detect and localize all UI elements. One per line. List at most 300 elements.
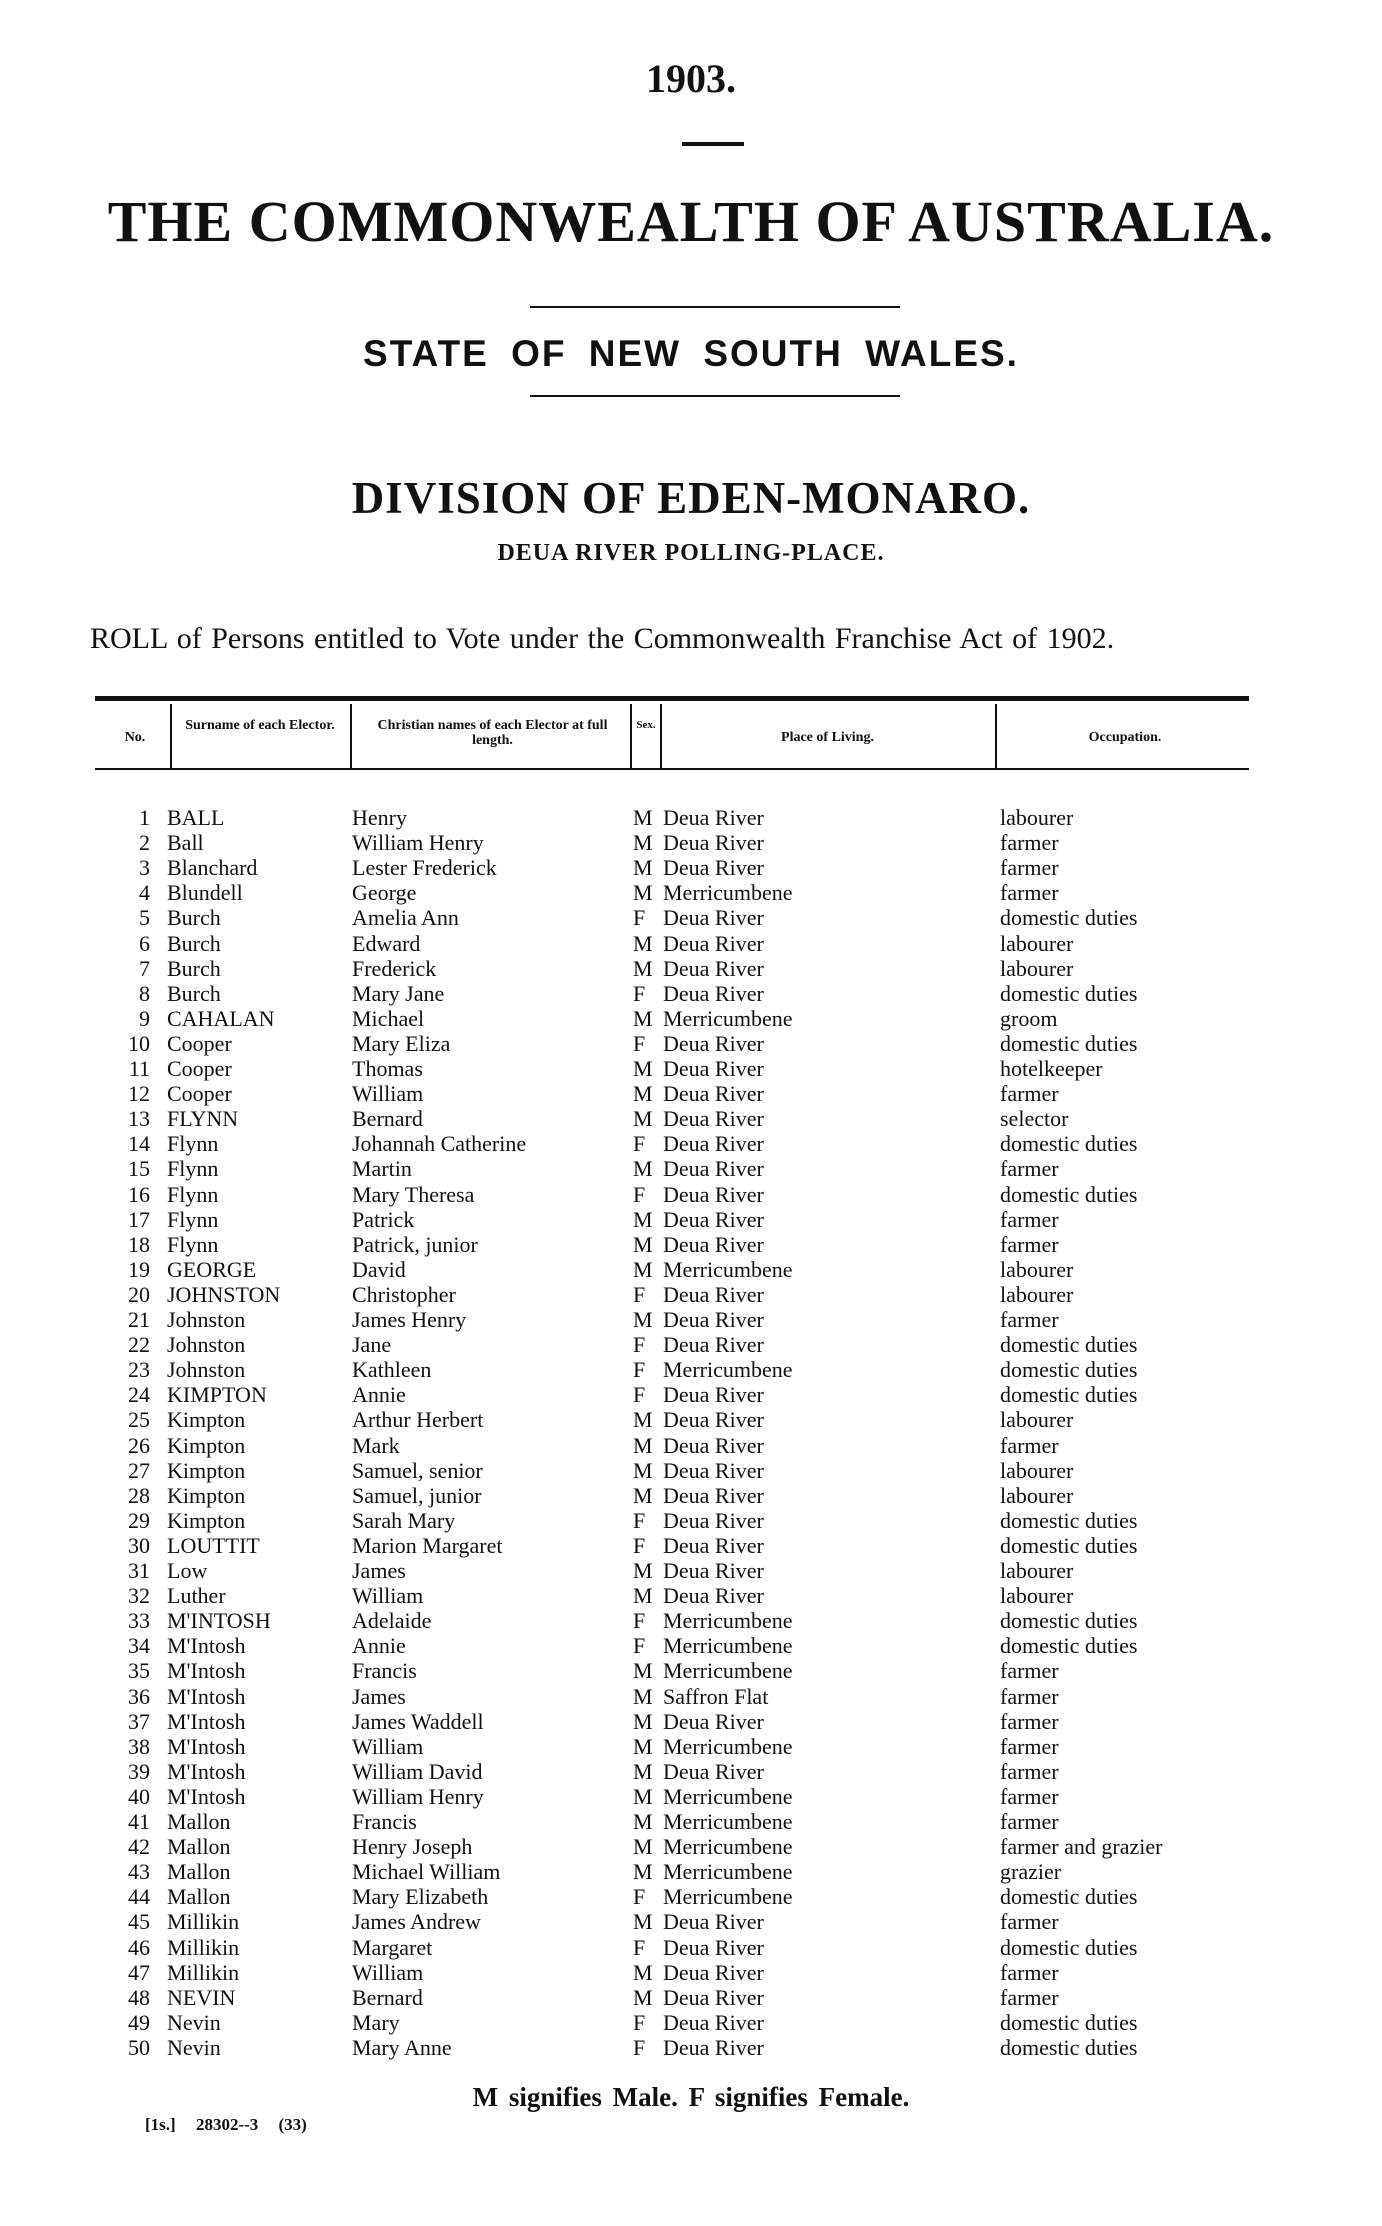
elector-christian-names: William Henry bbox=[352, 830, 484, 856]
elector-occupation: domestic duties bbox=[1000, 1131, 1138, 1157]
table-row bbox=[0, 931, 1382, 956]
elector-christian-names: Patrick bbox=[352, 1206, 415, 1232]
state-rule-bottom bbox=[530, 395, 900, 397]
elector-christian-names: Mary Theresa bbox=[352, 1181, 475, 1207]
elector-sex: F bbox=[633, 1507, 646, 1533]
elector-number: 36 bbox=[128, 1683, 150, 1709]
elector-occupation: farmer bbox=[1000, 1658, 1059, 1684]
elector-place-of-living: Deua River bbox=[663, 2034, 764, 2060]
elector-number: 26 bbox=[128, 1432, 150, 1458]
elector-surname: Millikin bbox=[167, 1909, 240, 1935]
table-row bbox=[0, 1633, 1382, 1658]
elector-surname: Johnston bbox=[167, 1357, 246, 1383]
elector-occupation: domestic duties bbox=[1000, 1382, 1138, 1408]
elector-number: 31 bbox=[128, 1558, 150, 1583]
elector-sex: M bbox=[633, 955, 653, 981]
elector-sex: F bbox=[633, 1281, 646, 1307]
elector-sex: M bbox=[633, 1106, 653, 1132]
elector-sex: F bbox=[633, 1934, 646, 1960]
table-row bbox=[0, 1684, 1382, 1709]
elector-number: 25 bbox=[128, 1407, 150, 1433]
elector-christian-names: Sarah Mary bbox=[352, 1507, 456, 1533]
elector-christian-names: Arthur Herbert bbox=[352, 1407, 484, 1433]
elector-sex: M bbox=[633, 1005, 653, 1031]
elector-surname: Blundell bbox=[167, 880, 243, 906]
elector-number: 39 bbox=[128, 1758, 150, 1784]
elector-occupation: domestic duties bbox=[1000, 1357, 1138, 1383]
elector-sex: F bbox=[633, 1382, 646, 1408]
table-row bbox=[0, 1006, 1382, 1031]
elector-surname: M'Intosh bbox=[167, 1708, 246, 1734]
elector-christian-names: Mark bbox=[352, 1432, 400, 1458]
elector-number: 45 bbox=[128, 1909, 150, 1935]
elector-christian-names: Margaret bbox=[352, 1934, 433, 1960]
elector-surname: Luther bbox=[167, 1583, 226, 1609]
elector-surname: Cooper bbox=[167, 1030, 232, 1056]
elector-number: 8 bbox=[139, 980, 150, 1006]
table-row bbox=[0, 1031, 1382, 1056]
elector-place-of-living: Deua River bbox=[663, 1507, 764, 1533]
elector-occupation: labourer bbox=[1000, 1583, 1074, 1609]
elector-sex: M bbox=[633, 1307, 653, 1332]
header-no: No. bbox=[124, 730, 146, 745]
table-row bbox=[0, 1884, 1382, 1909]
elector-occupation: domestic duties bbox=[1000, 1934, 1138, 1960]
elector-sex: M bbox=[633, 1432, 653, 1458]
elector-number: 34 bbox=[128, 1633, 150, 1659]
elector-christian-names: Samuel, junior bbox=[352, 1482, 482, 1508]
elector-occupation: domestic duties bbox=[1000, 2009, 1138, 2035]
elector-christian-names: Samuel, senior bbox=[352, 1457, 483, 1483]
elector-occupation: farmer bbox=[1000, 1206, 1059, 1232]
elector-place-of-living: Deua River bbox=[663, 1206, 764, 1232]
elector-place-of-living: Deua River bbox=[663, 930, 764, 956]
elector-occupation: domestic duties bbox=[1000, 1332, 1138, 1358]
table-row bbox=[0, 1257, 1382, 1282]
elector-christian-names: Bernard bbox=[352, 1984, 423, 2010]
elector-number: 10 bbox=[128, 1030, 150, 1056]
elector-sex: M bbox=[633, 1683, 653, 1709]
elector-surname: Burch bbox=[167, 955, 221, 981]
elector-christian-names: Christopher bbox=[352, 1281, 456, 1307]
elector-christian-names: William bbox=[352, 1959, 424, 1985]
print-code: 28302--3 (33) bbox=[195, 2115, 307, 2134]
elector-surname: Mallon bbox=[167, 1809, 231, 1834]
elector-occupation: farmer bbox=[1000, 1081, 1059, 1107]
elector-place-of-living: Deua River bbox=[663, 1984, 764, 2010]
elector-sex: M bbox=[633, 1733, 653, 1759]
header-occupation: Occupation. bbox=[1088, 730, 1162, 745]
elector-place-of-living: Merricumbene bbox=[663, 1783, 793, 1809]
elector-christian-names: Patrick, junior bbox=[352, 1231, 478, 1257]
elector-place-of-living: Merricumbene bbox=[663, 1733, 793, 1759]
elector-number: 38 bbox=[128, 1733, 150, 1759]
elector-surname: Kimpton bbox=[167, 1457, 246, 1483]
elector-christian-names: Amelia Ann bbox=[352, 905, 459, 931]
elector-place-of-living: Merricumbene bbox=[663, 1884, 793, 1910]
elector-occupation: labourer bbox=[1000, 1558, 1074, 1583]
heading-divider bbox=[682, 142, 744, 146]
elector-surname: FLYNN bbox=[167, 1106, 239, 1132]
roll-title: ROLL of Persons entitled to Vote under the Commonwealth Franchise Act of 1902. bbox=[90, 622, 1115, 655]
elector-sex: M bbox=[633, 1256, 653, 1282]
elector-place-of-living: Deua River bbox=[663, 1307, 764, 1332]
elector-number: 18 bbox=[128, 1231, 150, 1257]
elector-surname: NEVIN bbox=[167, 1984, 236, 2010]
column-divider bbox=[350, 704, 352, 770]
table-row bbox=[0, 1508, 1382, 1533]
elector-place-of-living: Merricumbene bbox=[663, 1256, 793, 1282]
elector-place-of-living: Merricumbene bbox=[663, 1809, 793, 1834]
elector-occupation: labourer bbox=[1000, 955, 1074, 981]
elector-number: 22 bbox=[128, 1332, 150, 1358]
elector-occupation: domestic duties bbox=[1000, 1532, 1138, 1558]
elector-christian-names: Annie bbox=[352, 1633, 406, 1659]
state-title: STATE OF NEW SOUTH WALES. bbox=[363, 333, 1019, 374]
elector-sex: M bbox=[633, 1959, 653, 1985]
elector-surname: M'Intosh bbox=[167, 1758, 246, 1784]
elector-sex: F bbox=[633, 1332, 646, 1358]
elector-place-of-living: Deua River bbox=[663, 1281, 764, 1307]
elector-place-of-living: Deua River bbox=[663, 1332, 764, 1358]
elector-place-of-living: Deua River bbox=[663, 980, 764, 1006]
elector-surname: Mallon bbox=[167, 1884, 231, 1910]
elector-sex: M bbox=[633, 1081, 653, 1107]
table-row bbox=[0, 1985, 1382, 2010]
elector-occupation: grazier bbox=[1000, 1859, 1062, 1885]
elector-place-of-living: Saffron Flat bbox=[663, 1683, 769, 1709]
elector-occupation: farmer bbox=[1000, 830, 1059, 856]
elector-number: 17 bbox=[128, 1206, 150, 1232]
elector-occupation: farmer bbox=[1000, 1683, 1059, 1709]
elector-place-of-living: Deua River bbox=[663, 1457, 764, 1483]
elector-number: 48 bbox=[128, 1984, 150, 2010]
elector-number: 46 bbox=[128, 1934, 150, 1960]
elector-place-of-living: Deua River bbox=[663, 855, 764, 881]
elector-surname: Flynn bbox=[167, 1206, 219, 1232]
elector-place-of-living: Deua River bbox=[663, 1558, 764, 1583]
elector-number: 21 bbox=[128, 1307, 150, 1332]
elector-christian-names: William bbox=[352, 1733, 424, 1759]
elector-place-of-living: Deua River bbox=[663, 1708, 764, 1734]
elector-number: 6 bbox=[139, 930, 150, 956]
elector-occupation: labourer bbox=[1000, 1407, 1074, 1433]
elector-occupation: domestic duties bbox=[1000, 1181, 1138, 1207]
table-row bbox=[0, 1809, 1382, 1834]
elector-christian-names: James Henry bbox=[352, 1307, 467, 1332]
elector-sex: M bbox=[633, 1583, 653, 1609]
elector-place-of-living: Deua River bbox=[663, 1081, 764, 1107]
elector-surname: Blanchard bbox=[167, 855, 258, 881]
elector-sex: M bbox=[633, 1407, 653, 1433]
elector-occupation: domestic duties bbox=[1000, 980, 1138, 1006]
elector-number: 27 bbox=[128, 1457, 150, 1483]
elector-surname: M'INTOSH bbox=[167, 1608, 271, 1634]
elector-surname: Millikin bbox=[167, 1959, 240, 1985]
elector-surname: Flynn bbox=[167, 1181, 219, 1207]
elector-place-of-living: Deua River bbox=[663, 1959, 764, 1985]
elector-sex: M bbox=[633, 1783, 653, 1809]
elector-occupation: domestic duties bbox=[1000, 1608, 1138, 1634]
elector-occupation: farmer bbox=[1000, 855, 1059, 881]
elector-number: 15 bbox=[128, 1156, 150, 1182]
elector-place-of-living: Deua River bbox=[663, 1056, 764, 1081]
elector-sex: M bbox=[633, 805, 653, 830]
table-row bbox=[0, 2035, 1382, 2060]
elector-sex: M bbox=[633, 930, 653, 956]
table-top-rule bbox=[95, 696, 1249, 701]
elector-number: 4 bbox=[139, 880, 150, 906]
elector-number: 28 bbox=[128, 1482, 150, 1508]
elector-sex: M bbox=[633, 1984, 653, 2010]
elector-sex: M bbox=[633, 830, 653, 856]
table-row bbox=[0, 1759, 1382, 1784]
elector-sex: M bbox=[633, 855, 653, 881]
elector-christian-names: William David bbox=[352, 1758, 483, 1784]
elector-christian-names: Jane bbox=[352, 1332, 392, 1358]
elector-place-of-living: Merricumbene bbox=[663, 880, 793, 906]
elector-surname: Kimpton bbox=[167, 1482, 246, 1508]
elector-surname: M'Intosh bbox=[167, 1733, 246, 1759]
elector-place-of-living: Deua River bbox=[663, 1532, 764, 1558]
elector-occupation: farmer bbox=[1000, 1909, 1059, 1935]
elector-sex: F bbox=[633, 905, 646, 931]
elector-surname: M'Intosh bbox=[167, 1683, 246, 1709]
table-row bbox=[0, 1056, 1382, 1081]
elector-surname: Millikin bbox=[167, 1934, 240, 1960]
elector-christian-names: Bernard bbox=[352, 1106, 423, 1132]
elector-occupation: labourer bbox=[1000, 930, 1074, 956]
elector-number: 19 bbox=[128, 1256, 150, 1282]
elector-place-of-living: Deua River bbox=[663, 830, 764, 856]
table-row bbox=[0, 1458, 1382, 1483]
elector-sex: F bbox=[633, 1131, 646, 1157]
elector-surname: Flynn bbox=[167, 1131, 219, 1157]
elector-place-of-living: Merricumbene bbox=[663, 1357, 793, 1383]
elector-sex: F bbox=[633, 1633, 646, 1659]
elector-number: 42 bbox=[128, 1834, 150, 1860]
elector-number: 40 bbox=[128, 1783, 150, 1809]
elector-occupation: labourer bbox=[1000, 805, 1074, 830]
elector-christian-names: George bbox=[352, 880, 417, 906]
elector-occupation: labourer bbox=[1000, 1457, 1074, 1483]
elector-christian-names: Mary Elizabeth bbox=[352, 1884, 489, 1910]
elector-place-of-living: Deua River bbox=[663, 1583, 764, 1609]
elector-number: 9 bbox=[139, 1005, 150, 1031]
state-rule-top bbox=[530, 306, 900, 308]
table-row bbox=[0, 1357, 1382, 1382]
elector-sex: M bbox=[633, 1558, 653, 1583]
elector-number: 50 bbox=[128, 2034, 150, 2060]
elector-occupation: domestic duties bbox=[1000, 1030, 1138, 1056]
elector-place-of-living: Deua River bbox=[663, 1758, 764, 1784]
elector-occupation: farmer bbox=[1000, 1432, 1059, 1458]
elector-christian-names: William bbox=[352, 1583, 424, 1609]
elector-number: 24 bbox=[128, 1382, 150, 1408]
elector-number: 49 bbox=[128, 2009, 150, 2035]
table-row bbox=[0, 1382, 1382, 1407]
elector-christian-names: Edward bbox=[352, 930, 421, 956]
elector-surname: GEORGE bbox=[167, 1256, 257, 1282]
table-row bbox=[0, 1658, 1382, 1683]
elector-number: 41 bbox=[128, 1809, 150, 1834]
table-row bbox=[0, 1106, 1382, 1131]
elector-occupation: farmer bbox=[1000, 1783, 1059, 1809]
table-row bbox=[0, 1909, 1382, 1934]
table-row bbox=[0, 1081, 1382, 1106]
elector-occupation: farmer bbox=[1000, 1984, 1059, 2010]
table-row bbox=[0, 805, 1382, 830]
table-row bbox=[0, 1131, 1382, 1156]
column-divider bbox=[630, 704, 632, 770]
elector-sex: M bbox=[633, 1758, 653, 1784]
elector-sex: F bbox=[633, 1608, 646, 1634]
elector-sex: M bbox=[633, 1708, 653, 1734]
elector-christian-names: James bbox=[352, 1683, 406, 1709]
elector-number: 30 bbox=[128, 1532, 150, 1558]
elector-occupation: farmer and grazier bbox=[1000, 1834, 1163, 1860]
elector-christian-names: James Andrew bbox=[352, 1909, 481, 1935]
elector-occupation: farmer bbox=[1000, 1959, 1059, 1985]
elector-occupation: domestic duties bbox=[1000, 1884, 1138, 1910]
elector-sex: F bbox=[633, 1532, 646, 1558]
elector-surname: Kimpton bbox=[167, 1507, 246, 1533]
elector-place-of-living: Deua River bbox=[663, 1432, 764, 1458]
elector-sex: M bbox=[633, 1909, 653, 1935]
elector-surname: Mallon bbox=[167, 1834, 231, 1860]
polling-place-title: DEUA RIVER POLLING-PLACE. bbox=[497, 540, 885, 566]
elector-surname: Burch bbox=[167, 905, 221, 931]
elector-place-of-living: Merricumbene bbox=[663, 1005, 793, 1031]
elector-christian-names: Mary bbox=[352, 2009, 400, 2035]
elector-number: 37 bbox=[128, 1708, 150, 1734]
print-info bbox=[145, 2115, 307, 2135]
elector-occupation: domestic duties bbox=[1000, 905, 1138, 931]
elector-number: 35 bbox=[128, 1658, 150, 1684]
table-row bbox=[0, 905, 1382, 930]
elector-christian-names: David bbox=[352, 1256, 406, 1282]
table-row bbox=[0, 1859, 1382, 1884]
elector-christian-names: Francis bbox=[352, 1658, 417, 1684]
elector-occupation: hotelkeeper bbox=[1000, 1056, 1103, 1081]
table-row bbox=[0, 880, 1382, 905]
elector-surname: Burch bbox=[167, 980, 221, 1006]
elector-place-of-living: Merricumbene bbox=[663, 1608, 793, 1634]
elector-sex: M bbox=[633, 880, 653, 906]
column-divider bbox=[995, 704, 997, 770]
table-row bbox=[0, 1734, 1382, 1759]
elector-surname: Low bbox=[167, 1558, 208, 1583]
elector-christian-names: Adelaide bbox=[352, 1608, 432, 1634]
elector-surname: BALL bbox=[167, 805, 225, 830]
elector-sex: F bbox=[633, 2034, 646, 2060]
header-sex: Sex. bbox=[636, 719, 656, 731]
table-row bbox=[0, 1282, 1382, 1307]
elector-sex: M bbox=[633, 1457, 653, 1483]
elector-number: 33 bbox=[128, 1608, 150, 1634]
elector-christian-names: Lester Frederick bbox=[352, 855, 497, 881]
elector-occupation: labourer bbox=[1000, 1256, 1074, 1282]
elector-christian-names: William bbox=[352, 1081, 424, 1107]
elector-sex: F bbox=[633, 2009, 646, 2035]
table-row bbox=[0, 1207, 1382, 1232]
elector-number: 16 bbox=[128, 1181, 150, 1207]
elector-occupation: farmer bbox=[1000, 1231, 1059, 1257]
column-divider bbox=[660, 704, 662, 770]
elector-place-of-living: Deua River bbox=[663, 1106, 764, 1132]
print-price: [1s.] bbox=[145, 2115, 176, 2134]
elector-place-of-living: Deua River bbox=[663, 1156, 764, 1182]
table-row bbox=[0, 1960, 1382, 1985]
elector-occupation: labourer bbox=[1000, 1281, 1074, 1307]
elector-number: 12 bbox=[128, 1081, 150, 1107]
sex-legend: M signifies Male. F signifies Female. bbox=[472, 2082, 910, 2112]
table-row bbox=[0, 1407, 1382, 1432]
elector-place-of-living: Deua River bbox=[663, 1382, 764, 1408]
elector-surname: Mallon bbox=[167, 1859, 231, 1885]
division-title: DIVISION OF EDEN-MONARO. bbox=[351, 473, 1031, 523]
elector-surname: Kimpton bbox=[167, 1407, 246, 1433]
elector-occupation: domestic duties bbox=[1000, 1507, 1138, 1533]
elector-number: 7 bbox=[139, 955, 150, 981]
elector-occupation: farmer bbox=[1000, 1156, 1059, 1182]
table-row bbox=[0, 1935, 1382, 1960]
elector-sex: F bbox=[633, 980, 646, 1006]
elector-number: 43 bbox=[128, 1859, 150, 1885]
elector-occupation: domestic duties bbox=[1000, 2034, 1138, 2060]
elector-surname: KIMPTON bbox=[167, 1382, 267, 1408]
elector-christian-names: Mary Anne bbox=[352, 2034, 452, 2060]
table-row bbox=[0, 981, 1382, 1006]
elector-place-of-living: Merricumbene bbox=[663, 1859, 793, 1885]
table-row bbox=[0, 1156, 1382, 1181]
elector-number: 29 bbox=[128, 1507, 150, 1533]
elector-sex: F bbox=[633, 1884, 646, 1910]
table-row bbox=[0, 1232, 1382, 1257]
table-row bbox=[0, 1784, 1382, 1809]
elector-christian-names: Martin bbox=[352, 1156, 412, 1182]
elector-place-of-living: Merricumbene bbox=[663, 1658, 793, 1684]
table-row bbox=[0, 1709, 1382, 1734]
elector-place-of-living: Deua River bbox=[663, 1181, 764, 1207]
table-row bbox=[0, 2010, 1382, 2035]
elector-sex: F bbox=[633, 1030, 646, 1056]
commonwealth-title: THE COMMONWEALTH OF AUSTRALIA. bbox=[107, 189, 1275, 254]
elector-christian-names: William Henry bbox=[352, 1783, 484, 1809]
table-row bbox=[0, 830, 1382, 855]
elector-number: 23 bbox=[128, 1357, 150, 1383]
elector-number: 11 bbox=[128, 1056, 150, 1081]
elector-christian-names: Francis bbox=[352, 1809, 417, 1834]
table-row bbox=[0, 1533, 1382, 1558]
elector-sex: M bbox=[633, 1056, 653, 1081]
elector-number: 20 bbox=[128, 1281, 150, 1307]
elector-place-of-living: Deua River bbox=[663, 1030, 764, 1056]
elector-christian-names: Annie bbox=[352, 1382, 406, 1408]
elector-number: 1 bbox=[139, 805, 150, 830]
header-place-of-living: Place of Living. bbox=[781, 730, 874, 745]
elector-christian-names: Mary Eliza bbox=[352, 1030, 451, 1056]
table-header-rule bbox=[95, 768, 1249, 770]
elector-sex: M bbox=[633, 1809, 653, 1834]
elector-place-of-living: Merricumbene bbox=[663, 1834, 793, 1860]
elector-number: 44 bbox=[128, 1884, 150, 1910]
elector-sex: M bbox=[633, 1156, 653, 1182]
elector-christian-names: Frederick bbox=[352, 955, 437, 981]
elector-occupation: labourer bbox=[1000, 1482, 1074, 1508]
elector-place-of-living: Deua River bbox=[663, 1407, 764, 1433]
elector-surname: M'Intosh bbox=[167, 1633, 246, 1659]
